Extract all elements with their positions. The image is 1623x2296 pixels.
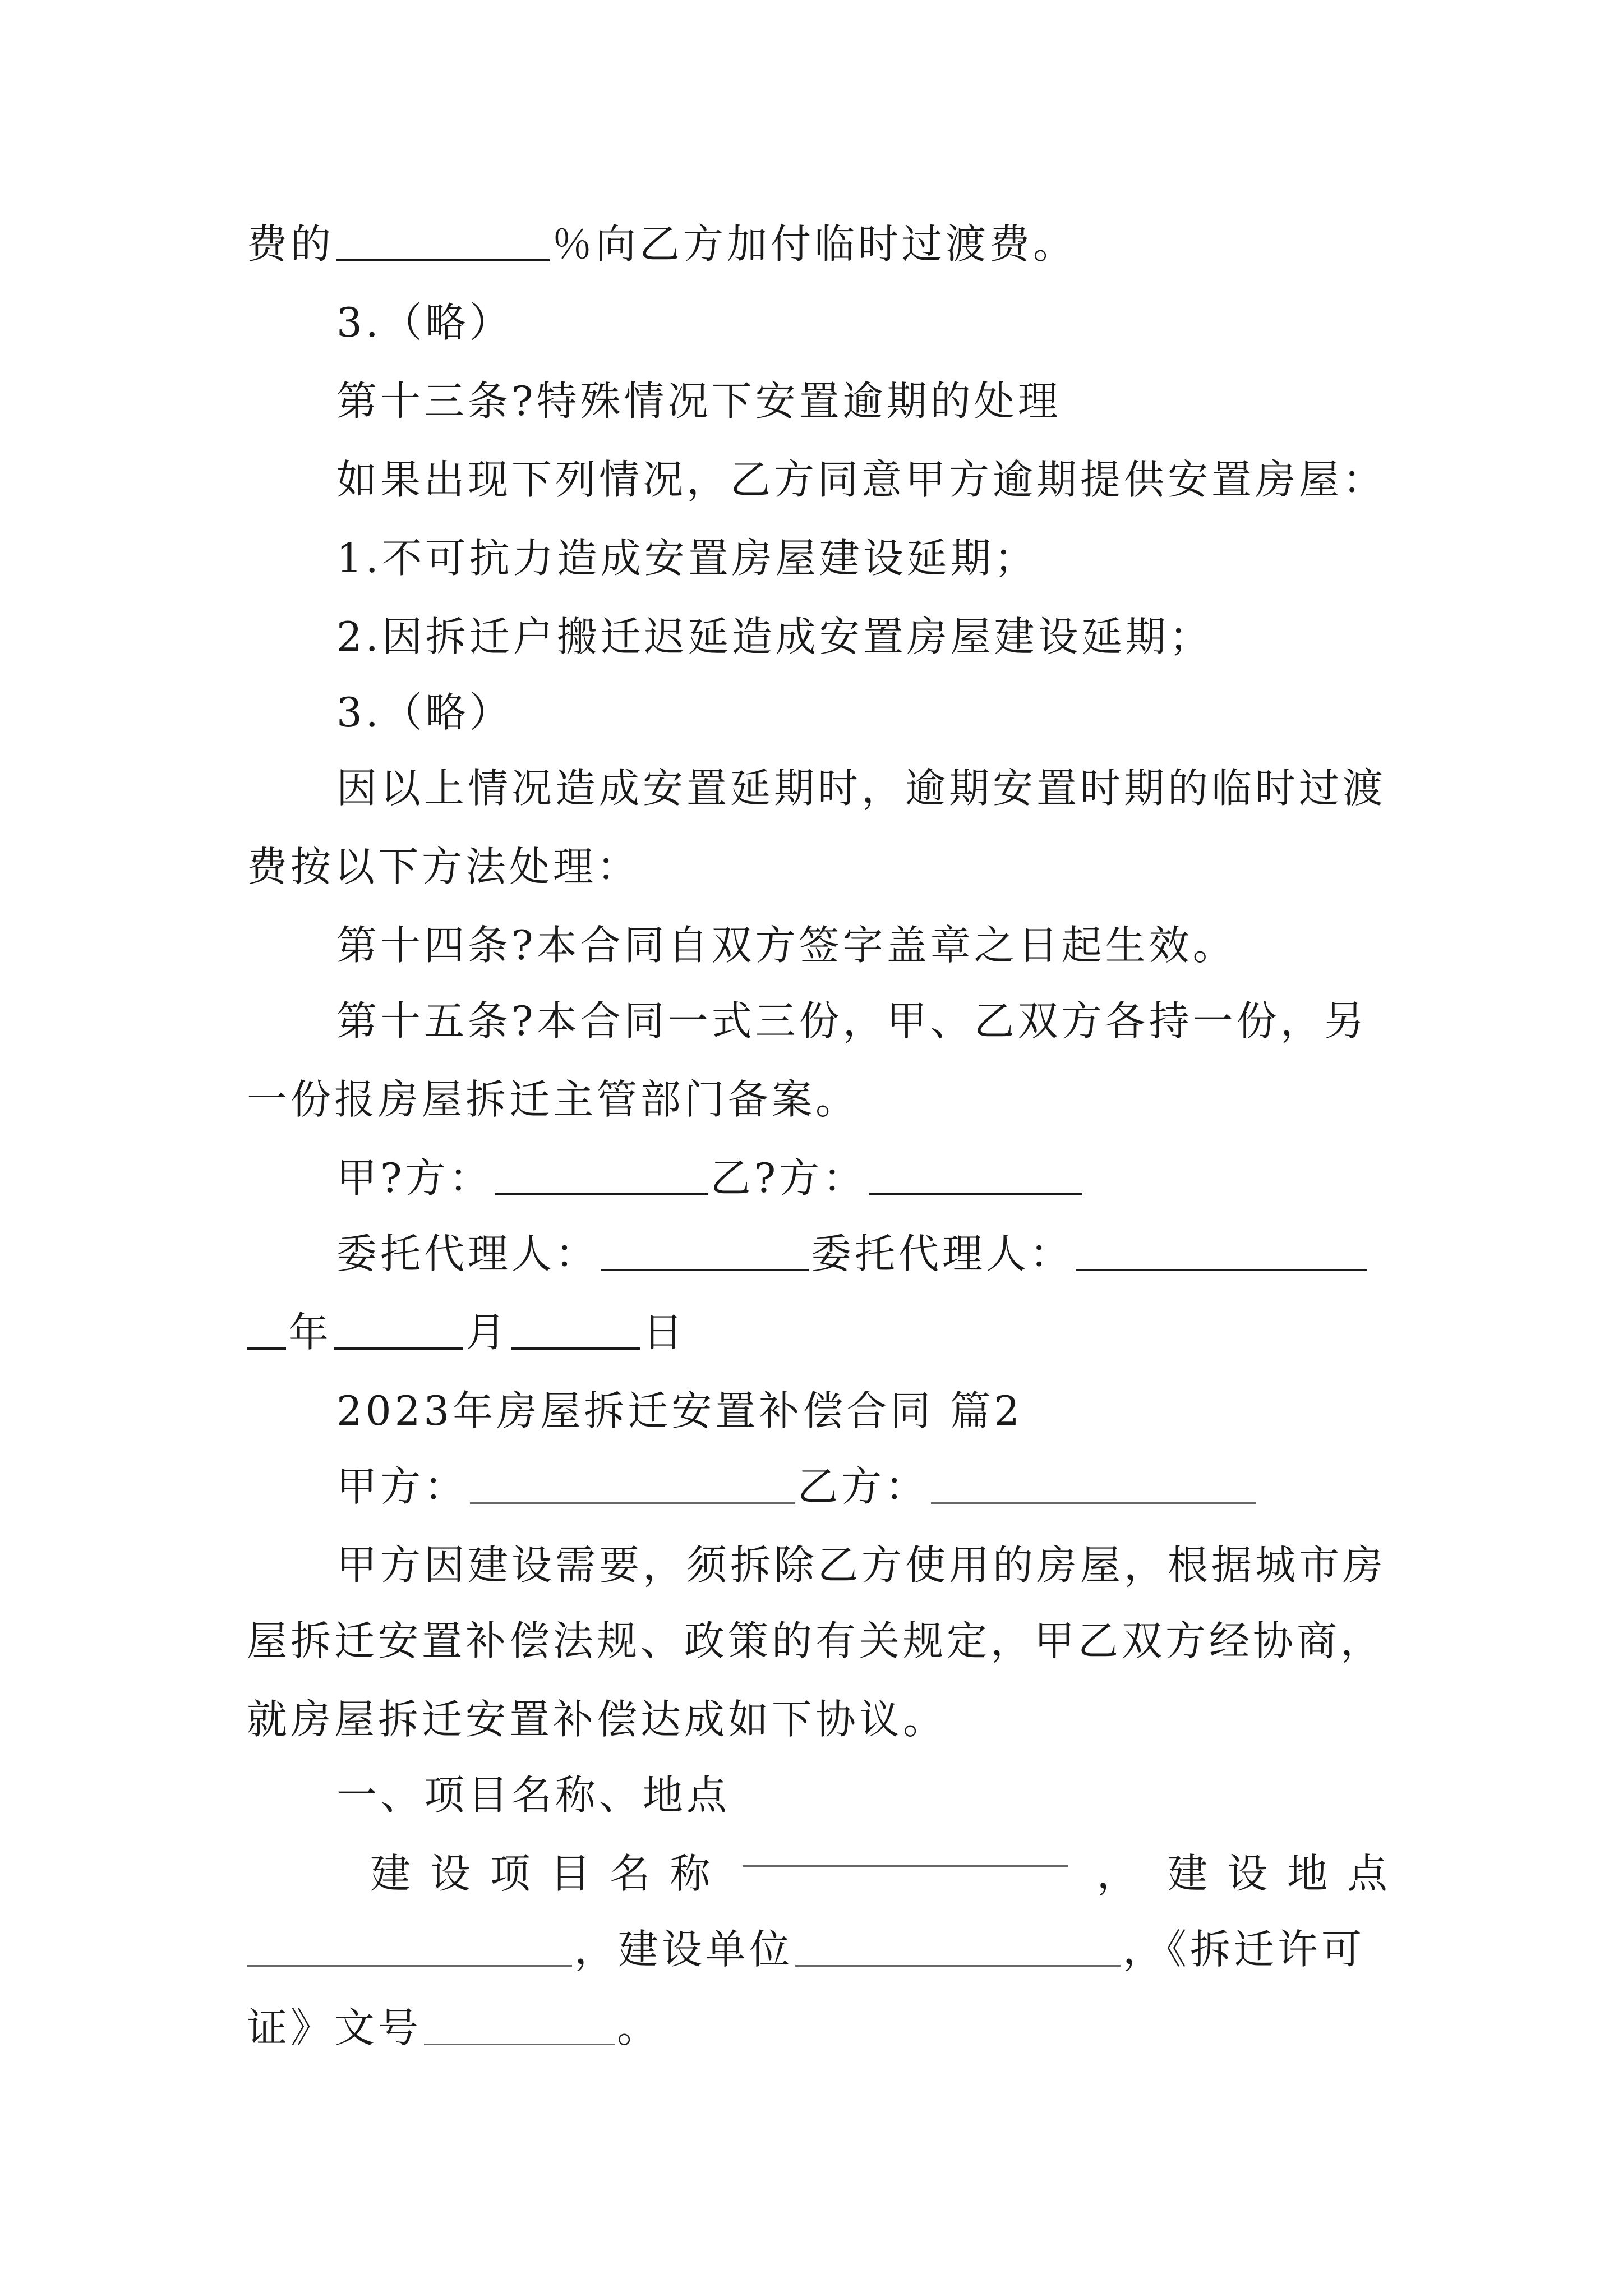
party-b-blank (931, 1469, 1256, 1504)
year-blank (247, 1314, 286, 1350)
text-fragment: ％向乙方加付临时过渡费。 (552, 220, 1077, 268)
text-fragment: 费的 (247, 220, 335, 268)
party-a-label: 甲方： (336, 1463, 468, 1510)
article-heading: 第十四条?本合同自双方签字盖章之日起生效。 (336, 922, 1237, 969)
permit-number-blank (424, 2010, 615, 2045)
list-item: 2.因拆迁户搬迁迟延造成安置房屋建设延期； (336, 613, 1213, 660)
paragraph-line: 一份报房屋拆迁主管部门备案。 (247, 1076, 860, 1123)
party-a-label: 甲?方： (336, 1154, 493, 1202)
text-fragment: ，《拆迁许可 (1123, 1926, 1366, 1973)
article-heading: 第十三条?特殊情况下安置逾期的处理 (336, 378, 1062, 425)
list-item: 3.（略） (336, 299, 513, 346)
article-heading: 第十五条?本合同一式三份，甲、乙双方各持一份，另 (336, 997, 1368, 1045)
clause-heading: 一、项目名称、地点 (336, 1772, 731, 1819)
text-fragment: ， (1096, 1850, 1141, 1897)
text-fragment: 。 (617, 2004, 661, 2051)
builder-blank (795, 1931, 1121, 1967)
fill-blank (336, 226, 550, 261)
paragraph-line (247, 202, 1391, 286)
text-fragment: 建 设 项 目 名 称 (370, 1850, 714, 1897)
paragraph-line: 屋拆迁安置补偿法规、政策的有关规定，甲乙双方经协商， (247, 1617, 1385, 1664)
month-blank (334, 1314, 463, 1350)
text-fragment: 建 设 地 点 (1167, 1850, 1391, 1897)
day-label: 日 (643, 1309, 687, 1356)
party-line (336, 1444, 1391, 1529)
party-b-blank (869, 1159, 1082, 1195)
signature-line (336, 1136, 1391, 1220)
party-b-label: 乙方： (797, 1463, 929, 1510)
paragraph-line (247, 1986, 1391, 2070)
section-title: 2023年房屋拆迁安置补偿合同 篇2 (336, 1387, 1023, 1434)
list-item: 3.（略） (336, 689, 513, 736)
party-a-blank (470, 1469, 795, 1504)
list-item: 1.不可抗力造成安置房屋建设延期； (336, 535, 1038, 582)
text-fragment: ，建设单位 (574, 1926, 794, 1973)
party-b-label: 乙?方： (710, 1154, 867, 1202)
party-a-blank (495, 1159, 708, 1195)
paragraph-line: 费按以下方法处理： (247, 843, 641, 890)
year-label: 年 (288, 1309, 333, 1356)
paragraph-line: 甲方因建设需要，须拆除乙方使用的房屋，根据城市房 (336, 1542, 1387, 1589)
agent-b-label: 委托代理人： (811, 1230, 1074, 1277)
project-name-blank (743, 1832, 1068, 1867)
month-label: 月 (465, 1309, 510, 1356)
day-blank (511, 1314, 640, 1350)
paragraph-line: 因以上情况造成安置延期时，逾期安置时期的临时过渡 (336, 765, 1387, 812)
agent-a-label: 委托代理人： (336, 1230, 600, 1277)
paragraph-line: 就房屋拆迁安置补偿达成如下协议。 (247, 1696, 947, 1743)
location-blank (247, 1931, 572, 1967)
date-line (247, 1290, 1391, 1374)
agent-b-blank (1076, 1235, 1367, 1271)
paragraph-line (247, 1907, 1391, 1991)
text-fragment: 证》文号 (247, 2004, 422, 2051)
paragraph-line: 如果出现下列情况，乙方同意甲方逾期提供安置房屋： (336, 456, 1387, 503)
paragraph-line (370, 1832, 1391, 1916)
agent-a-blank (601, 1235, 809, 1271)
signature-line (336, 1212, 1391, 1296)
